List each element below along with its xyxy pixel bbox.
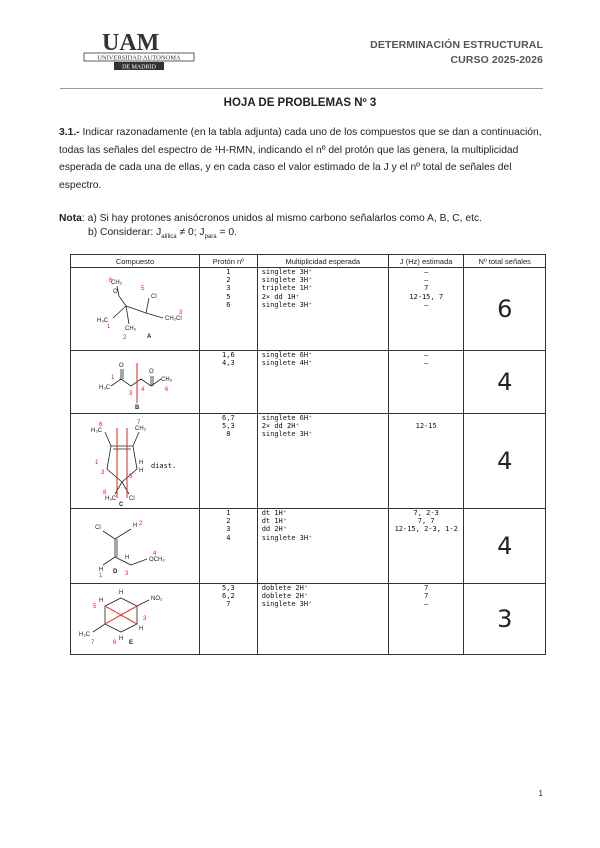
- svg-text:O: O: [149, 369, 154, 375]
- nota-b-mid: ≠ 0; J: [176, 227, 205, 238]
- multiplicity: dt 1H⁺: [261, 509, 287, 517]
- j-value: 7, 7: [417, 517, 435, 526]
- course-info: [370, 38, 543, 68]
- multiplicity: singlete 6H⁺: [261, 414, 313, 422]
- problem-text: Indicar razonadamente (en la tabla adjunta) cada uno de los compuestos que se dan a continuación, todas las señales del espectro de ¹H-RMN, indicando el nº del protón que las genera, la multiplicidad esperada de cada una de ellas, y en cada caso el valor estimado de la J y el nº total de señales del espectro.: [59, 127, 542, 191]
- svg-text:H₃C: H₃C: [99, 385, 111, 391]
- protons-d: [200, 509, 258, 584]
- multiplicity: dt 1H⁺: [261, 517, 287, 526]
- proton-label: 1: [226, 509, 231, 517]
- proton-label: 4,3: [222, 359, 235, 368]
- table-row: [71, 414, 546, 509]
- nota-b-sub1: alílica: [161, 234, 177, 241]
- compound-b-label: B: [135, 405, 140, 411]
- logo-line2: DE MADRID: [122, 64, 156, 71]
- j-value: 7: [424, 584, 429, 592]
- header-total: Nº total señales: [464, 255, 546, 268]
- svg-text:6: 6: [165, 387, 169, 393]
- proton-label: 1: [226, 268, 231, 276]
- multiplicity: 2× dd 1H⁺: [261, 292, 300, 301]
- svg-text:5: 5: [129, 474, 133, 480]
- diast-note: diast.: [151, 462, 177, 470]
- mult-c: [257, 414, 388, 509]
- proton-label: 5,3: [222, 584, 235, 592]
- svg-text:1: 1: [107, 324, 111, 330]
- protons-a: [200, 268, 258, 351]
- j-b: [388, 351, 464, 414]
- svg-text:CH₂Cl: CH₂Cl: [165, 316, 182, 322]
- svg-text:H: H: [139, 460, 144, 466]
- compound-e-structure: [71, 584, 200, 655]
- page-title: HOJA DE PROBLEMAS Nº 3: [223, 97, 377, 109]
- header-compuesto: Compuesto: [71, 255, 200, 268]
- j-value: 7: [424, 592, 429, 601]
- svg-text:5: 5: [141, 286, 145, 292]
- table-row: [71, 509, 546, 584]
- j-value: —: [424, 359, 429, 368]
- multiplicity: doblete 2H⁺: [261, 592, 309, 601]
- table-header-row: [71, 255, 546, 268]
- svg-text:3: 3: [101, 470, 105, 476]
- proton-label: 5: [226, 292, 231, 301]
- j-value: —: [424, 276, 429, 285]
- j-value: 7, 2-3: [413, 509, 439, 517]
- header-j: J (Hz) estimada: [388, 255, 464, 268]
- j-value: —: [424, 300, 429, 309]
- j-value: 12-15, 2-3, 1-2: [394, 525, 458, 534]
- problem-number: 3.1.-: [59, 127, 80, 138]
- proton-label: 3: [226, 525, 231, 534]
- table-row: [71, 268, 546, 351]
- multiplicity: triplete 1H⁺: [261, 284, 313, 293]
- svg-text:H: H: [99, 598, 104, 604]
- proton-label: 4: [226, 533, 231, 542]
- page-number: 1: [538, 789, 543, 798]
- svg-text:6: 6: [113, 640, 117, 646]
- svg-text:CH₃: CH₃: [161, 377, 173, 383]
- svg-text:CH₃: CH₃: [125, 326, 137, 332]
- svg-text:Cl: Cl: [151, 294, 157, 300]
- proton-label: 7: [226, 600, 231, 609]
- j-value: 7: [424, 284, 429, 293]
- answer-table: [70, 254, 546, 655]
- header-multiplicidad: Multiplicidad esperada: [257, 255, 388, 268]
- nota-b: [88, 227, 237, 240]
- svg-text:CH₃: CH₃: [135, 426, 147, 432]
- compound-d-structure: [71, 509, 200, 584]
- compound-a-label: A: [147, 334, 152, 340]
- j-value: —: [424, 351, 429, 359]
- total-a: 6: [464, 268, 546, 351]
- j-a: [388, 268, 464, 351]
- svg-text:2: 2: [139, 521, 143, 527]
- svg-text:7: 7: [91, 640, 95, 646]
- problem-statement: [59, 124, 545, 194]
- nota-b-text: b) Considerar: J: [88, 227, 162, 238]
- svg-text:5: 5: [93, 604, 97, 610]
- svg-text:3: 3: [179, 310, 183, 316]
- j-value: 12-15: [415, 422, 437, 430]
- nota-b-end: = 0.: [216, 227, 237, 238]
- multiplicity: singlete 3H⁺: [261, 533, 313, 542]
- proton-label: 2: [226, 517, 231, 526]
- svg-text:3: 3: [129, 391, 133, 397]
- multiplicity: singlete 3H⁺: [261, 276, 313, 285]
- svg-text:OCH₃: OCH₃: [149, 557, 165, 563]
- svg-text:O: O: [113, 289, 118, 295]
- j-c: [388, 414, 464, 509]
- nota-label: Nota: [59, 213, 82, 224]
- svg-text:H: H: [125, 555, 130, 561]
- svg-text:H₃C: H₃C: [79, 632, 91, 638]
- svg-text:3: 3: [125, 571, 129, 577]
- svg-text:4: 4: [153, 551, 157, 557]
- svg-text:H: H: [99, 567, 104, 573]
- j-value: 12-15, 7: [409, 292, 444, 301]
- proton-label: 2: [226, 276, 231, 285]
- svg-text:1: 1: [99, 573, 103, 579]
- proton-label: 8: [226, 430, 231, 439]
- mult-b: [257, 351, 388, 414]
- svg-text:H: H: [139, 468, 144, 474]
- svg-text:1: 1: [111, 375, 115, 381]
- logo-line1: UNIVERSIDAD AUTONOMA: [97, 54, 181, 62]
- compound-a-structure: [71, 268, 200, 351]
- multiplicity: singlete 3H⁺: [261, 600, 313, 609]
- j-d: [388, 509, 464, 584]
- compound-d-label: D: [113, 569, 118, 575]
- total-d: 4: [464, 509, 546, 584]
- svg-text:H₃C: H₃C: [105, 496, 117, 502]
- multiplicity: 2× dd 2H⁺: [261, 422, 300, 431]
- multiplicity: doblete 2H⁺: [261, 584, 309, 592]
- svg-text:7: 7: [137, 420, 141, 426]
- multiplicity: singlete 3H⁺: [261, 430, 313, 439]
- nota-a: [59, 210, 482, 227]
- protons-e: [200, 584, 258, 655]
- j-value: [389, 414, 464, 422]
- svg-text:1: 1: [95, 460, 99, 466]
- total-c: 4: [464, 414, 546, 509]
- multiplicity: singlete 3H⁺: [261, 268, 313, 276]
- nota-a-text: : a) Si hay protones anisócronos unidos al mismo carbono señalarlos como A, B, C, etc.: [81, 213, 482, 224]
- compound-b-structure: [71, 351, 200, 414]
- svg-text:H₃C: H₃C: [97, 318, 109, 324]
- svg-text:6: 6: [109, 278, 113, 284]
- svg-text:H: H: [119, 590, 124, 596]
- svg-text:H: H: [133, 523, 138, 529]
- multiplicity: singlete 4H⁺: [261, 359, 313, 368]
- multiplicity: singlete 6H⁺: [261, 351, 313, 359]
- svg-text:H₃C: H₃C: [91, 428, 103, 434]
- protons-c: [200, 414, 258, 509]
- svg-text:2: 2: [123, 335, 127, 341]
- total-b: 4: [464, 351, 546, 414]
- mult-e: [257, 584, 388, 655]
- nota-b-sub2: para: [204, 234, 217, 241]
- table-row: [71, 351, 546, 414]
- course-line1: DETERMINACIÓN ESTRUCTURAL: [370, 39, 543, 51]
- total-e: 3: [464, 584, 546, 655]
- compound-c-structure: [71, 414, 200, 509]
- multiplicity: singlete 3H⁺: [261, 300, 313, 309]
- svg-text:6: 6: [99, 422, 103, 428]
- j-value: —: [424, 268, 429, 276]
- logo-initials: UAM: [102, 30, 160, 56]
- mult-a: [257, 268, 388, 351]
- svg-text:NO₂: NO₂: [151, 596, 163, 602]
- proton-label: 6,2: [222, 592, 235, 601]
- svg-text:H: H: [119, 636, 124, 642]
- proton-label: 5,3: [222, 422, 235, 431]
- svg-text:8: 8: [103, 490, 107, 496]
- mult-d: [257, 509, 388, 584]
- proton-label: 6,7: [222, 414, 235, 422]
- proton-label: 3: [226, 284, 231, 293]
- svg-text:3: 3: [143, 616, 147, 622]
- j-value: —: [424, 600, 429, 609]
- uam-logo: [80, 28, 198, 72]
- header-divider: [60, 88, 543, 89]
- compound-e-label: E: [129, 640, 134, 646]
- svg-text:Cl: Cl: [95, 525, 101, 531]
- protons-b: [200, 351, 258, 414]
- svg-text:H: H: [139, 626, 144, 632]
- svg-text:Cl: Cl: [129, 496, 135, 502]
- table-row: [71, 584, 546, 655]
- proton-label: 1,6: [222, 351, 235, 359]
- svg-text:O: O: [119, 363, 124, 369]
- header-proton: Protón nº: [200, 255, 258, 268]
- j-e: [388, 584, 464, 655]
- compound-c-label: C: [119, 502, 124, 506]
- svg-text:CH₃: CH₃: [111, 280, 123, 286]
- course-line2: CURSO 2025-2026: [450, 54, 543, 66]
- multiplicity: dd 2H⁺: [261, 525, 287, 534]
- svg-text:4: 4: [141, 387, 145, 393]
- proton-label: 6: [226, 300, 231, 309]
